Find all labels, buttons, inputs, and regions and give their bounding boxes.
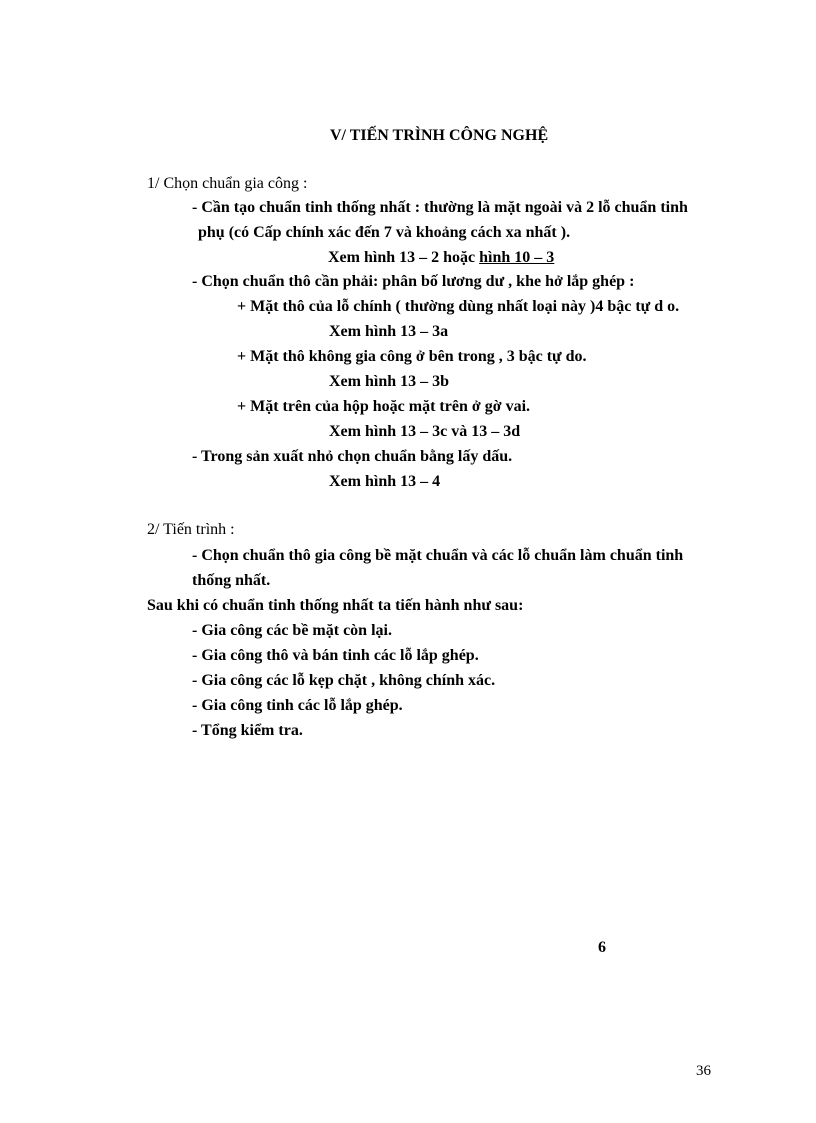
section1-reference-1 [328, 248, 554, 268]
section1-item3: - Trong sản xuất nhỏ chọn chuẩn bằng lấy dấu. [192, 448, 513, 465]
section1-heading: 1/ Chọn chuẩn gia công : [147, 175, 308, 192]
section1-sub3-reference: Xem hình 13 – 3c và 13 – 3d [329, 423, 521, 440]
section2-item1-line1: - Chọn chuẩn thô gia công bề mặt chuẩn và các lỗ chuẩn làm chuẩn tinh [192, 547, 684, 564]
section1-sub1-reference: Xem hình 13 – 3a [329, 323, 449, 340]
reference-text: Xem hình 13 – 2 hoặc [328, 249, 480, 266]
section2-intro: Sau khi có chuẩn tinh thống nhất ta tiến hành như sau: [147, 597, 524, 614]
document-title: V/ TIẾN TRÌNH CÔNG NGHỆ [330, 127, 549, 144]
figure-reference-link: hình 10 – 3 [479, 249, 555, 266]
section1-sub1: + Mặt thô của lỗ chính ( thường dùng nhất loại này )4 bậc tự d o. [237, 298, 680, 315]
inner-page-number: 6 [598, 939, 606, 956]
section1-item2: - Chọn chuẩn thô cần phải: phân bố lương dư , khe hở lắp ghép : [192, 273, 635, 290]
section1-item1-line2: phụ (có Cấp chính xác đến 7 và khoảng cách xa nhất ). [198, 224, 571, 241]
section2-step: - Gia công tinh các lỗ lắp ghép. [192, 697, 403, 714]
section1-item3-reference: Xem hình 13 – 4 [329, 473, 441, 490]
page-number: 36 [696, 1063, 711, 1079]
section2-step: - Gia công các bề mặt còn lại. [192, 622, 392, 639]
section2-item1-line2: thống nhất. [192, 572, 271, 589]
section1-item1-line1: - Cần tạo chuẩn tinh thống nhất : thường là mặt ngoài và 2 lỗ chuẩn tinh [192, 199, 688, 216]
section1-sub2: + Mặt thô không gia công ở bên trong , 3 bậc tự do. [237, 348, 587, 365]
section2-step: - Gia công các lỗ kẹp chặt , không chính xác. [192, 672, 496, 689]
section2-heading: 2/ Tiến trình : [147, 521, 235, 538]
section1-sub2-reference: Xem hình 13 – 3b [329, 373, 450, 390]
section2-step: - Gia công thô và bán tinh các lỗ lắp ghép. [192, 647, 479, 664]
section1-sub3: + Mặt trên của hộp hoặc mặt trên ở gờ vai. [237, 398, 531, 415]
section2-step: - Tổng kiểm tra. [192, 722, 303, 739]
